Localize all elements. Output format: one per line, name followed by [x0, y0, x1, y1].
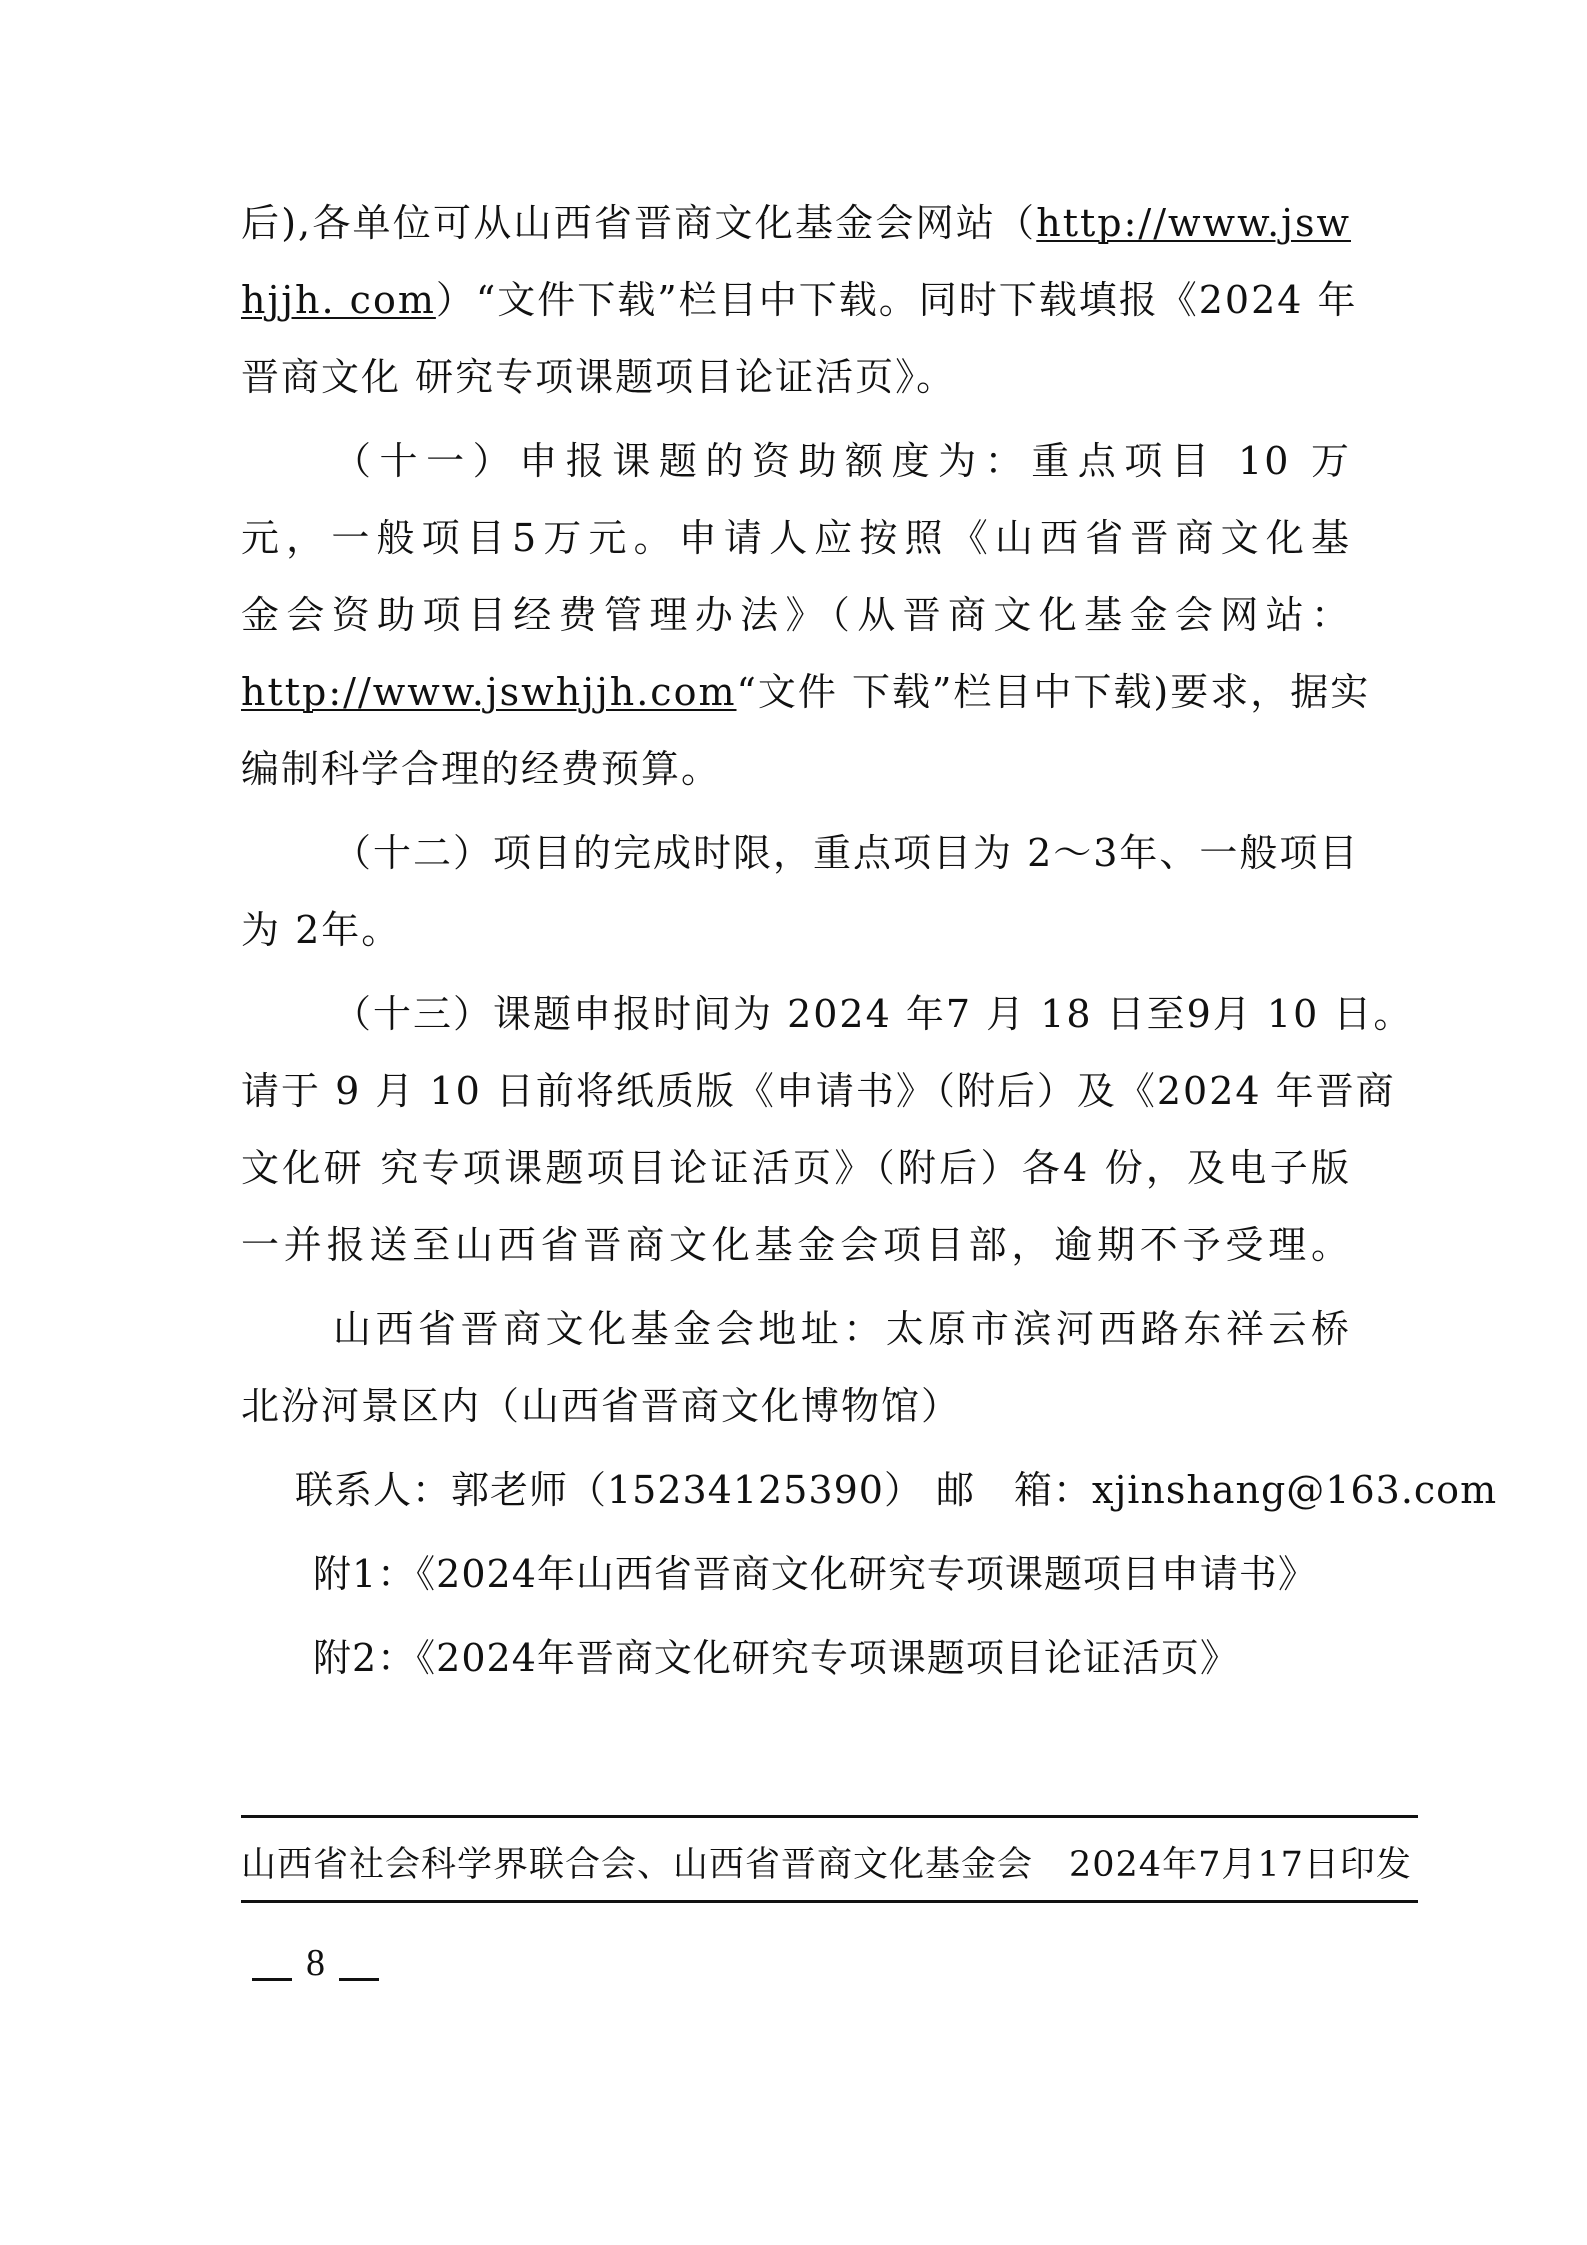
- para11-line2: 元，一般项目5万元。申请人应按照《山西省晋商文化基: [241, 516, 1351, 560]
- attachment-item-2: 附2：《2024年晋商文化研究专项课题项目论证活页》: [313, 1636, 1239, 1680]
- para12-line1: （十二）项目的完成时限，重点项目为 2～3年、一般项目: [333, 831, 1360, 875]
- para13-line2: 请于 9 月 10 日前将纸质版《申请书》（附后）及《2024 年晋商: [241, 1069, 1396, 1113]
- page-number-dash-right: [339, 1978, 379, 1981]
- page-number-value: 8: [306, 1942, 325, 1984]
- footer-issuer-line: 山西省社会科学界联合会、山西省晋商文化基金会 2024年7月17日印发: [241, 1845, 1412, 1885]
- para10-line2-text: ）“文件下载”栏目中下载。同时下载填报《2024 年: [435, 278, 1358, 322]
- para11-line1: （十一）申报课题的资助额度为：重点项目 10 万: [333, 439, 1351, 483]
- para13-line1: （十三）课题申报时间为 2024 年7 月 18 日至9月 10 日。: [333, 992, 1414, 1036]
- para10-line2: [241, 276, 1358, 324]
- website-link-part1[interactable]: http://www.jsw: [1036, 201, 1351, 245]
- contact-line: 联系人：郭老师（15234125390） 邮 箱：xjinshang@163.com: [295, 1468, 1498, 1512]
- para11-line3: 金会资助项目经费管理办法》（从晋商文化基金会网站：: [241, 593, 1351, 637]
- footer-bottom-rule: [241, 1900, 1418, 1903]
- para12-line2: 为 2年。: [241, 908, 402, 952]
- para10-line1: [241, 199, 1351, 247]
- para10-line1-text: 后),各单位可从山西省晋商文化基金会网站（: [241, 201, 1037, 245]
- address-line2: 北汾河景区内（山西省晋商文化博物馆）: [241, 1384, 962, 1428]
- footer-top-rule: [241, 1815, 1418, 1818]
- para11-line4: [241, 668, 1371, 716]
- page-number-dash-left: [252, 1978, 292, 1981]
- website-link-full[interactable]: http://www.jswhjjh.com: [241, 670, 737, 714]
- para10-line3: 晋商文化 研究专项课题项目论证活页》。: [241, 355, 957, 399]
- para13-line3: 文化研 究专项课题项目论证活页》（附后）各4 份，及电子版: [241, 1146, 1351, 1190]
- para13-line4: 一并报送至山西省晋商文化基金会项目部，逾期不予受理。: [241, 1223, 1351, 1267]
- page-number: [252, 1939, 379, 1987]
- attachment-item-1: 附1：《2024年山西省晋商文化研究专项课题项目申请书》: [313, 1552, 1317, 1596]
- website-link-part2[interactable]: hjjh. com: [241, 278, 436, 322]
- para11-line4-text: “文件 下载”栏目中下载)要求，据实: [736, 670, 1371, 714]
- para11-line5: 编制科学合理的经费预算。: [241, 747, 722, 791]
- address-line1: 山西省晋商文化基金会地址：太原市滨河西路东祥云桥: [333, 1307, 1351, 1351]
